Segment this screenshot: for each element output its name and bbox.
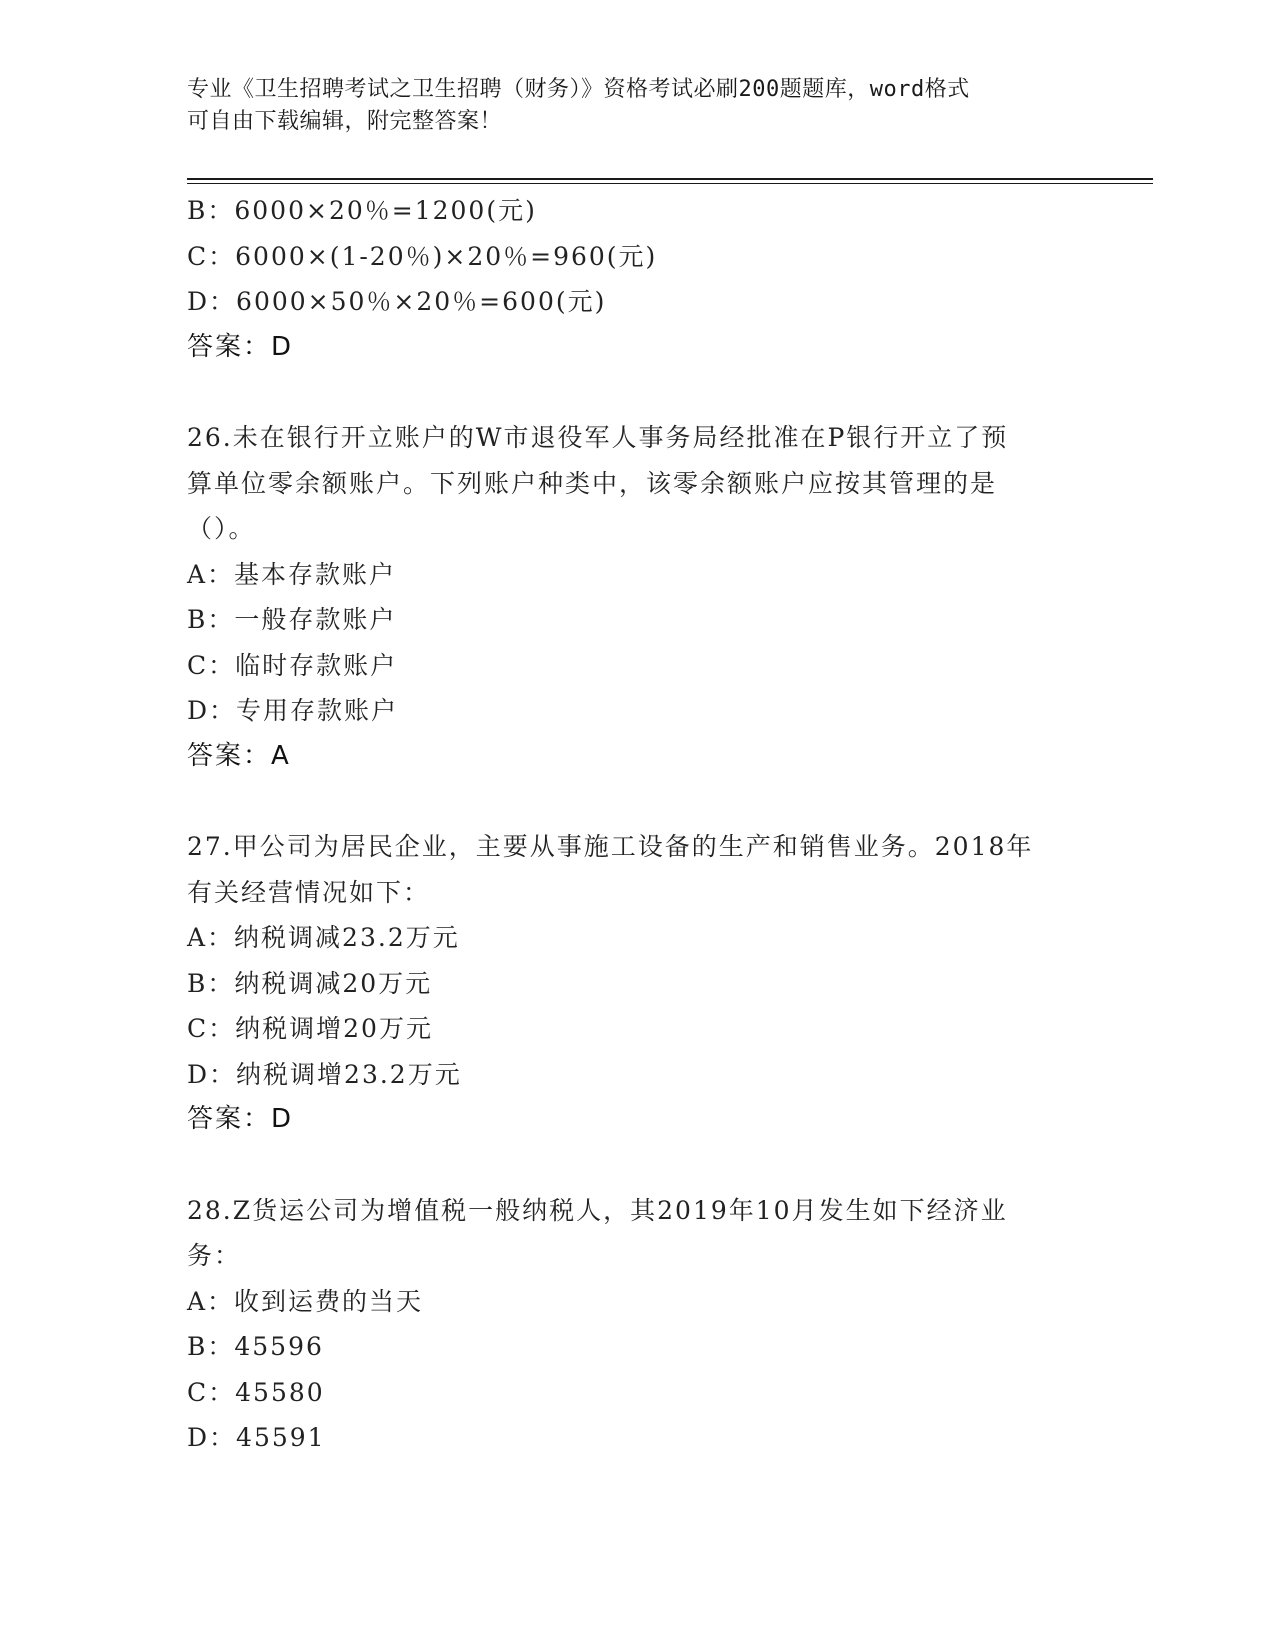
question-stem-line: 27.甲公司为居民企业，主要从事施工设备的生产和销售业务。2018年 xyxy=(187,832,1034,861)
spacer xyxy=(187,1143,1087,1188)
question-stem-line: （）。 xyxy=(187,514,256,543)
answer-label: 答案：D xyxy=(187,1104,294,1134)
option-b: B：纳税调减20万元 xyxy=(187,968,433,998)
header-line-1: 专业《卫生招聘考试之卫生招聘（财务）》资格考试必刷200题题库，word格式 xyxy=(187,77,970,102)
question-stem-line: 26.未在银行开立账户的W市退役军人事务局经批准在P银行开立了预 xyxy=(187,423,1009,452)
question-27 xyxy=(187,824,1087,1143)
question-stem-line: 务： xyxy=(187,1241,242,1270)
option-c: C：临时存款账户 xyxy=(187,650,398,680)
option-b: B：45596 xyxy=(187,1332,324,1361)
header-divider-thin xyxy=(187,183,1153,184)
question-25-continued xyxy=(187,188,1087,370)
question-stem-line: 有关经营情况如下： xyxy=(187,877,431,907)
question-stem-line: 28.Z货运公司为增值税一般纳税人，其2019年10月发生如下经济业 xyxy=(187,1195,1008,1225)
document-header xyxy=(187,74,1087,138)
option-d: D：专用存款账户 xyxy=(187,696,399,725)
question-stem-line: 算单位零余额账户。下列账户种类中，该零余额账户应按其管理的是 xyxy=(187,468,998,498)
question-list xyxy=(187,188,1087,1461)
question-28 xyxy=(187,1188,1087,1461)
option-a: A：基本存款账户 xyxy=(187,559,397,589)
option-d: D：6000×50％×20％=600(元) xyxy=(187,287,607,316)
answer-label: 答案：A xyxy=(187,740,291,771)
option-d: D：纳税调增23.2万元 xyxy=(187,1059,462,1089)
answer-label: 答案：D xyxy=(187,331,294,362)
option-c: C：纳税调增20万元 xyxy=(187,1014,433,1043)
option-a: A：纳税调减23.2万元 xyxy=(187,923,460,952)
option-b: B：6000×20％=1200(元) xyxy=(187,196,537,225)
question-26 xyxy=(187,415,1087,779)
option-a: A：收到运费的当天 xyxy=(187,1286,424,1316)
spacer xyxy=(187,370,1087,415)
option-d: D：45591 xyxy=(187,1423,326,1452)
header-line-2: 可自由下载编辑，附完整答案！ xyxy=(187,109,503,134)
spacer xyxy=(187,779,1087,824)
option-c: C：6000×(1-20％)×20％=960(元) xyxy=(187,241,658,271)
header-divider-thick xyxy=(187,178,1153,180)
option-c: C：45580 xyxy=(187,1377,325,1407)
option-b: B：一般存款账户 xyxy=(187,605,397,634)
